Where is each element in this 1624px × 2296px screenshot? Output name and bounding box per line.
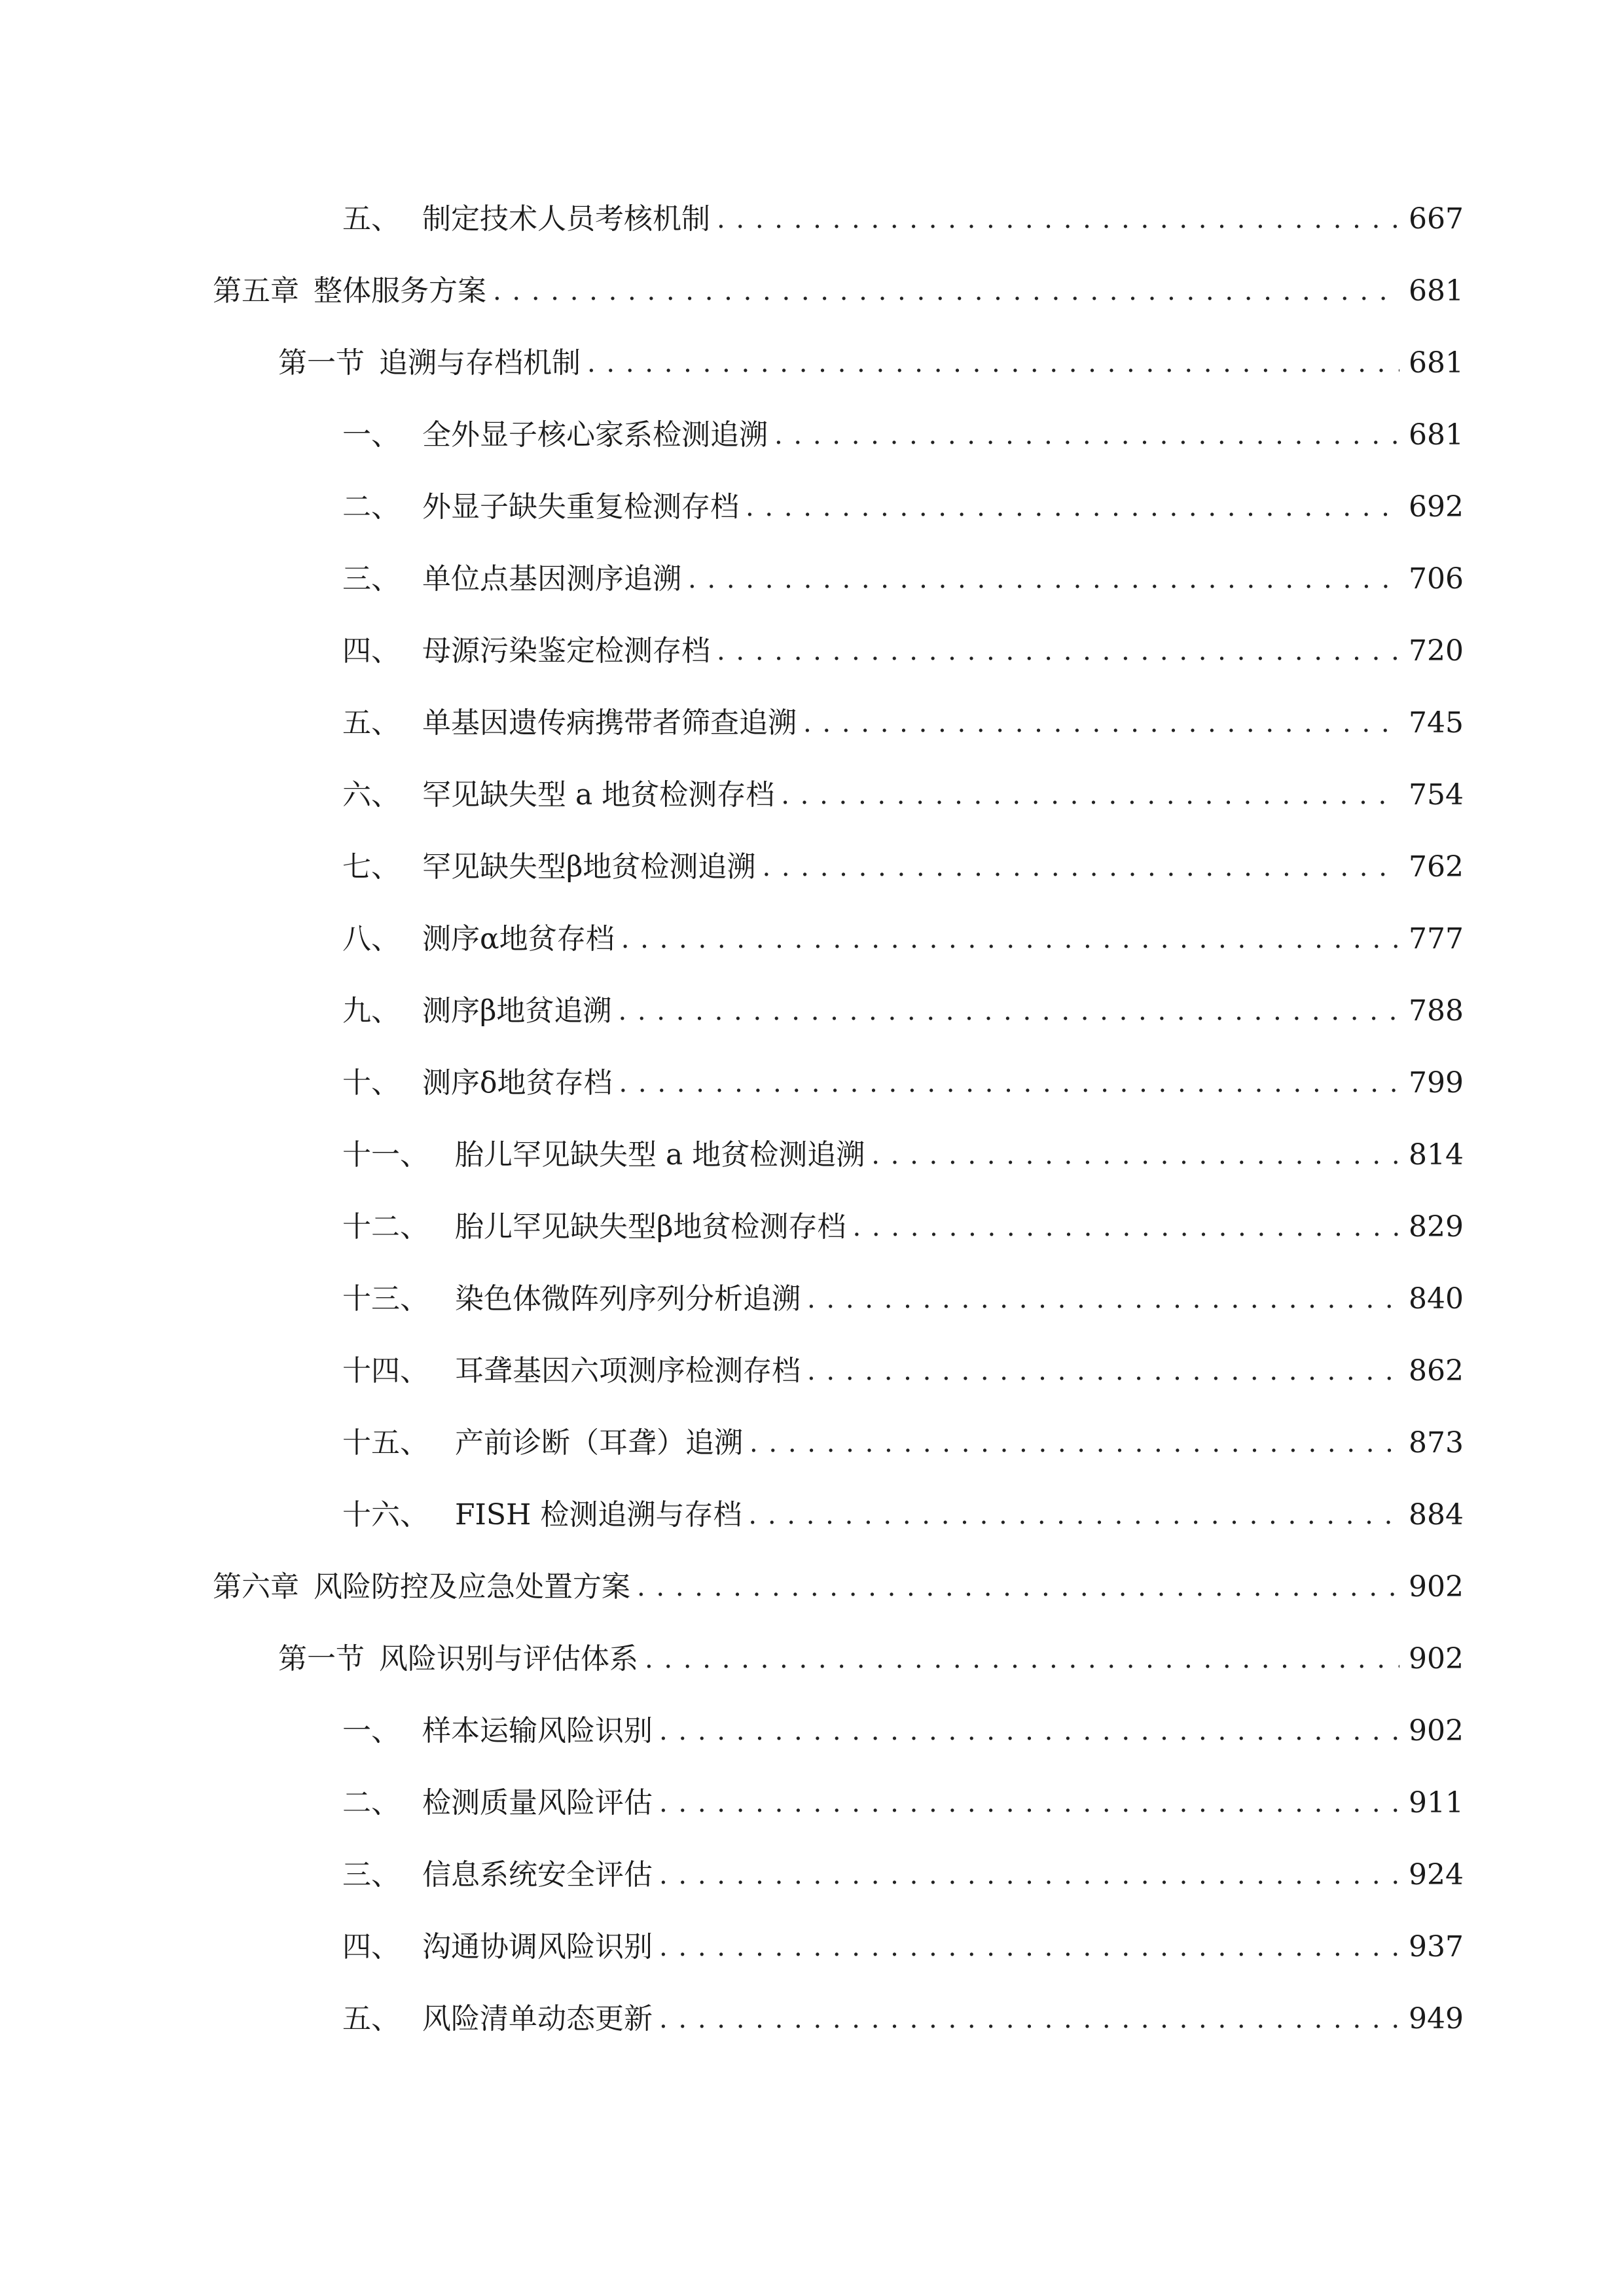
toc-entry[interactable] xyxy=(342,1492,1464,1538)
toc-dot-leader xyxy=(717,196,1399,242)
toc-entry[interactable] xyxy=(342,1996,1464,2042)
toc-entry-page: 884 xyxy=(1409,1498,1464,1532)
toc-entry-page: 720 xyxy=(1409,634,1464,668)
toc-entry-title: 测序α地贫存档 xyxy=(422,922,615,956)
toc-entry-page: 949 xyxy=(1409,2002,1464,2036)
toc-dot-leader xyxy=(621,916,1399,962)
toc-entry-title: 信息系统安全评估 xyxy=(422,1858,653,1892)
toc-section-number: 第一节 xyxy=(278,1642,365,1676)
toc-entry[interactable] xyxy=(342,700,1464,746)
toc-entry-title: 检测质量风险评估 xyxy=(422,1786,653,1820)
toc-chapter[interactable] xyxy=(213,268,1464,314)
toc-entry[interactable] xyxy=(342,1852,1464,1898)
toc-entry-number: 十四、 xyxy=(342,1354,429,1388)
toc-entry[interactable] xyxy=(342,1348,1464,1394)
toc-chapter[interactable] xyxy=(213,1564,1464,1610)
toc-section-title: 追溯与存档机制 xyxy=(379,346,581,380)
toc-dot-leader xyxy=(807,1348,1399,1394)
toc-entry[interactable] xyxy=(342,1204,1464,1250)
toc-entry[interactable] xyxy=(342,556,1464,602)
toc-entry-number: 十五、 xyxy=(342,1426,429,1460)
toc-entry-page: 762 xyxy=(1409,850,1464,884)
toc-entry-number: 十二、 xyxy=(342,1210,429,1244)
toc-entry-title: 单位点基因测序追溯 xyxy=(422,562,681,596)
toc-entry-number: 十、 xyxy=(342,1066,400,1100)
toc-chapter-page: 681 xyxy=(1409,274,1464,308)
toc-entry[interactable] xyxy=(342,1132,1464,1178)
toc-entry-page: 745 xyxy=(1409,706,1464,740)
toc-entry-page: 692 xyxy=(1409,490,1464,524)
toc-entry-title: 胎儿罕见缺失型β地贫检测存档 xyxy=(455,1210,846,1244)
toc-section-page: 681 xyxy=(1409,346,1464,380)
toc-entry-title: 全外显子核心家系检测追溯 xyxy=(422,418,768,452)
toc-dot-leader xyxy=(748,1492,1399,1538)
toc-entry-page: 829 xyxy=(1409,1210,1464,1244)
toc-dot-leader xyxy=(781,772,1399,818)
toc-section-title: 风险识别与评估体系 xyxy=(379,1642,638,1676)
toc-dot-leader xyxy=(852,1204,1399,1250)
toc-entry-number: 三、 xyxy=(342,1858,400,1892)
toc-dot-leader xyxy=(749,1420,1399,1466)
toc-entry-number: 九、 xyxy=(342,994,400,1028)
toc-section[interactable] xyxy=(278,1636,1464,1682)
toc-dot-leader xyxy=(762,844,1399,890)
toc-entry-number: 十一、 xyxy=(342,1138,429,1172)
toc-entry-title: 样本运输风险识别 xyxy=(422,1714,653,1748)
toc-entry-number: 五、 xyxy=(342,2002,400,2036)
toc-entry-number: 六、 xyxy=(342,778,400,812)
toc-entry-page: 873 xyxy=(1409,1426,1464,1460)
toc-entry[interactable] xyxy=(342,1708,1464,1754)
toc-entry-title: 测序δ地贫存档 xyxy=(422,1066,613,1100)
toc-entry-title: 耳聋基因六项测序检测存档 xyxy=(455,1354,801,1388)
toc-dot-leader xyxy=(659,1780,1399,1826)
toc-entry[interactable] xyxy=(342,1276,1464,1322)
toc-entry-page: 681 xyxy=(1409,418,1464,452)
toc-entry-page: 924 xyxy=(1409,1858,1464,1892)
toc-entry[interactable] xyxy=(342,1780,1464,1826)
toc-entry-title: 沟通协调风险识别 xyxy=(422,1930,653,1964)
toc-entry-number: 八、 xyxy=(342,922,400,956)
toc-section-number: 第一节 xyxy=(278,346,365,380)
toc-chapter-number: 第五章 xyxy=(213,274,299,308)
toc-dot-leader xyxy=(871,1132,1399,1178)
toc-entry-number: 十六、 xyxy=(342,1498,429,1532)
toc-dot-leader xyxy=(688,556,1399,602)
toc-dot-leader xyxy=(618,988,1399,1034)
toc-entry-page: 862 xyxy=(1409,1354,1464,1388)
toc-dot-leader xyxy=(645,1636,1399,1682)
toc-entry[interactable] xyxy=(342,772,1464,818)
toc-entry[interactable] xyxy=(342,196,1464,242)
toc-dot-leader xyxy=(587,340,1399,386)
toc-chapter-title: 整体服务方案 xyxy=(314,274,486,308)
toc-entry-number: 十三、 xyxy=(342,1282,429,1316)
toc-entry-title: 单基因遗传病携带者筛查追溯 xyxy=(422,706,797,740)
toc-chapter-number: 第六章 xyxy=(213,1570,299,1604)
toc-entry-title: 外显子缺失重复检测存档 xyxy=(422,490,739,524)
toc-entry[interactable] xyxy=(342,412,1464,458)
toc-entry-number: 五、 xyxy=(342,202,400,236)
toc-chapter-title: 风险防控及应急处置方案 xyxy=(314,1570,630,1604)
toc-dot-leader xyxy=(717,628,1399,674)
toc-dot-leader xyxy=(746,484,1399,530)
toc-chapter-page: 902 xyxy=(1409,1570,1464,1604)
toc-entry[interactable] xyxy=(342,1420,1464,1466)
toc-dot-leader xyxy=(803,700,1399,746)
toc-entry-page: 754 xyxy=(1409,778,1464,812)
toc-entry-title: 产前诊断（耳聋）追溯 xyxy=(455,1426,743,1460)
toc-entry-page: 814 xyxy=(1409,1138,1464,1172)
toc-entry-page: 911 xyxy=(1409,1786,1464,1820)
toc-entry[interactable] xyxy=(342,1060,1464,1106)
toc-dot-leader xyxy=(659,1852,1399,1898)
toc-dot-leader xyxy=(659,1708,1399,1754)
toc-entry[interactable] xyxy=(342,988,1464,1034)
toc-entry-number: 四、 xyxy=(342,1930,400,1964)
toc-entry-page: 667 xyxy=(1409,202,1464,236)
toc-dot-leader xyxy=(774,412,1399,458)
toc-entry-page: 937 xyxy=(1409,1930,1464,1964)
toc-entry-number: 一、 xyxy=(342,1714,400,1748)
toc-entry-title: 染色体微阵列序列分析追溯 xyxy=(455,1282,801,1316)
toc-entry[interactable] xyxy=(342,628,1464,674)
toc-entry-title: 胎儿罕见缺失型 a 地贫检测追溯 xyxy=(455,1138,865,1172)
toc-dot-leader xyxy=(637,1564,1399,1610)
toc-entry-title: 制定技术人员考核机制 xyxy=(422,202,710,236)
toc-entry-page: 840 xyxy=(1409,1282,1464,1316)
toc-entry[interactable] xyxy=(342,484,1464,530)
toc-entry-page: 799 xyxy=(1409,1066,1464,1100)
toc-entry[interactable] xyxy=(342,916,1464,962)
toc-entry-page: 777 xyxy=(1409,922,1464,956)
toc-entry-number: 七、 xyxy=(342,850,400,884)
toc-entry-number: 四、 xyxy=(342,634,400,668)
toc-entry-title: 母源污染鉴定检测存档 xyxy=(422,634,710,668)
toc-entry-number: 五、 xyxy=(342,706,400,740)
toc-entry-page: 706 xyxy=(1409,562,1464,596)
toc-entry-page: 788 xyxy=(1409,994,1464,1028)
toc-entry-title: 风险清单动态更新 xyxy=(422,2002,653,2036)
toc-entry-number: 一、 xyxy=(342,418,400,452)
toc-entry-title: 测序β地贫追溯 xyxy=(422,994,612,1028)
toc-dot-leader xyxy=(619,1060,1400,1106)
toc-entry-title: 罕见缺失型 a 地贫检测存档 xyxy=(422,778,775,812)
toc-section[interactable] xyxy=(278,340,1464,386)
toc-dot-leader xyxy=(493,268,1399,314)
toc-entry-number: 二、 xyxy=(342,1786,400,1820)
toc-entry-number: 三、 xyxy=(342,562,400,596)
toc-entry-page: 902 xyxy=(1409,1714,1464,1748)
toc-dot-leader xyxy=(659,1996,1399,2042)
toc-entry[interactable] xyxy=(342,1924,1464,1970)
toc-dot-leader xyxy=(807,1276,1399,1322)
toc-section-page: 902 xyxy=(1409,1642,1464,1676)
toc-dot-leader xyxy=(659,1924,1399,1970)
toc-entry-number: 二、 xyxy=(342,490,400,524)
toc-entry-title: 罕见缺失型β地贫检测追溯 xyxy=(422,850,756,884)
toc-entry-title: FISH 检测追溯与存档 xyxy=(455,1498,742,1532)
toc-entry[interactable] xyxy=(342,844,1464,890)
